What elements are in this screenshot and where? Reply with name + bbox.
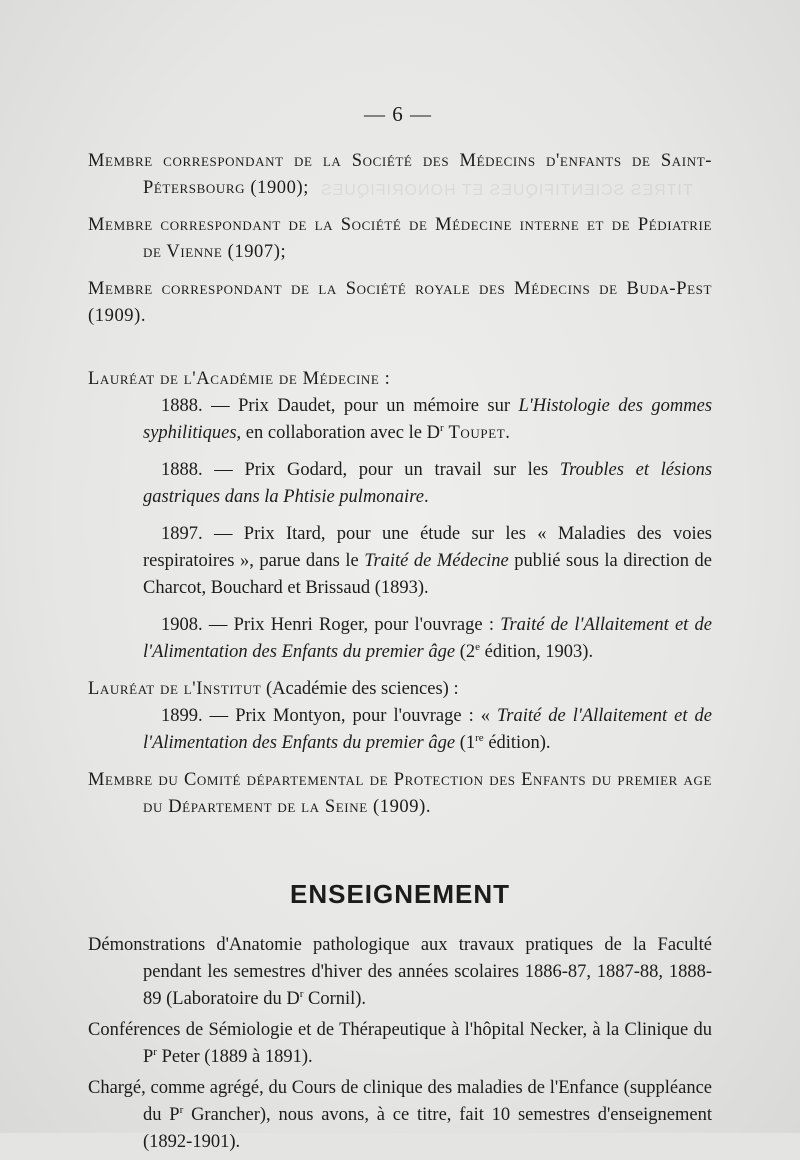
show-through-text: TITRES SCIENTIFIQUES ET HONORIFIQUES	[320, 182, 693, 199]
enseignement-item-1: Démonstrations d'Anatomie pathologique aux travaux pratiques de la Faculté pendant les semestres d'hiver des années scolaires 1886-87, 1887-88, 1888-89 (Laboratoire du $D^r$ Cornil).	[88, 935, 712, 1009]
section-heading-enseignement: ENSEIGNEMENT	[289, 879, 511, 909]
enseignement-item-2: Conférences de Sémiologie et de Thérapeutique à l'hôpital Necker, à la Clinique du $P^r$ Peter (1889 à 1891).	[88, 1020, 712, 1067]
academie-entry-4: 1908. — Prix Henri Roger, pour l'ouvrage : Traité de l'Allaitement et de l'Alimentation des Enfants du premier âge (2e édition, 1903).	[143, 615, 713, 662]
enseignement-item-3: Chargé, comme agrégé, du Cours de clinique des maladies de l'Enfance (suppléance du $P^r$ Grancher), nous avons, à ce titre, fait 10 semestres d'enseignement (1892-1901).	[88, 1078, 712, 1152]
page-content	[88, 148, 712, 1160]
membership-buda-pest: Membre correspondant de la Société royale des Médecins de Buda-Pest (1909).	[88, 279, 712, 326]
institut-label: Lauréat de l'Institut (Académie des sciences) :	[88, 679, 459, 699]
membership-saint-petersbourg: Membre correspondant de la Société des Médecins d'enfants de Saint-Pétersbourg (1900);	[88, 151, 712, 198]
membership-vienne: Membre correspondant de la Société de Médecine interne et de Pédiatrie de Vienne (1907);	[88, 215, 712, 262]
page-number: — 6 —	[364, 102, 432, 126]
comite-membership: Membre du Comité départemental de Protection des Enfants du premier age du Département de la Seine (1909).	[88, 770, 712, 817]
academie-entry-2: 1888. — Prix Godard, pour un travail sur les Troubles et lésions gastriques dans la Phtisie pulmonaire.	[143, 460, 713, 507]
institut-entry: 1899. — Prix Montyon, pour l'ouvrage : « Traité de l'Allaitement et de l'Alimentation des Enfants du premier âge (1re édition).	[143, 706, 713, 753]
academie-label: Lauréat de l'Académie de Médecine :	[88, 369, 391, 389]
academie-entry-1: 1888. — Prix Daudet, pour un mémoire sur L'Histologie des gommes syphilitiques, en collaboration avec le $D^r$ Toupet.	[143, 396, 713, 443]
academie-entry-3: 1897. — Prix Itard, pour une étude sur les « Maladies des voies respiratoires », parue dans le Traité de Médecine publié sous la direction de Charcot, Bouchard et Brissaud (1893).	[143, 524, 713, 598]
